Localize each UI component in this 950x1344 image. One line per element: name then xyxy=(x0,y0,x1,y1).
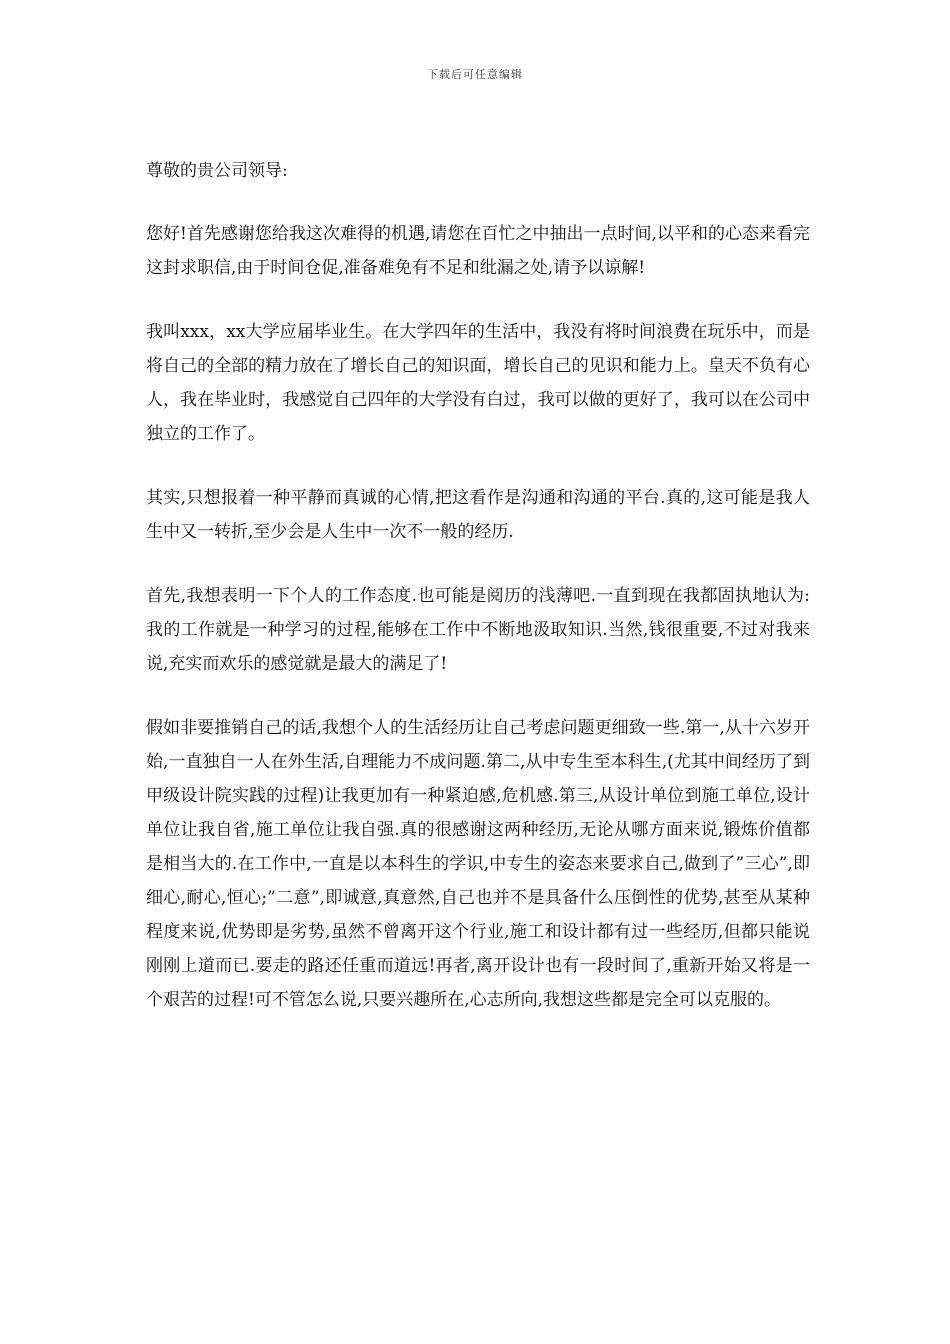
paragraph-experience: 假如非要推销自己的话,我想个人的生活经历让自己考虑问题更细致一些.第一,从十六岁开始,一直独自一人在外生活,自理能力不成问题.第二,从中专生至本科生,(尤其中间经历了到甲级设计院实践的过程)让我更加有一种紧迫感,危机感.第三,从设计单位到施工单位,设计单位让我自省,施工单位让我自强.真的很感谢这两种经历,无论从哪方面来说,锻炼价值都是相当大的.在工作中,一直是以本科生的学识,中专生的姿态来要求自己,做到了”三心”,即细心,耐心,恒心;”二意”,即诚意,真意然,自己也并不是具备什么压倒性的优势,甚至从某种程度来说,优势即是劣势,虽然不曾离开这个行业,施工和设计都有过一些经历,但都只能说刚刚上道而已.要走的路还任重而道远!再者,离开设计也有一段时间了,重新开始又将是一个艰苦的过程!可不管怎么说,只要兴趣所在,心志所向,我想这些都是完全可以克服的。 xyxy=(146,718,810,1010)
paragraph-introduction: 我叫xxx，xx大学应届毕业生。在大学四年的生活中，我没有将时间浪费在玩乐中，而是将自己的全部的精力放在了增长自己的知识面，增长自己的见识和能力上。皇天不负有心人，我在毕业时，我感觉自己四年的大学没有白过，我可以做的更好了，我可以在公司中独立的工作了。 xyxy=(146,322,810,444)
paragraph-attitude-intro: 其实,只想报着一种平静而真诚的心情,把这看作是沟通和沟通的平台.真的,这可能是我人生中又一转折,至少会是人生中一次不一般的经历. xyxy=(146,488,810,542)
header-note: 下载后可任意编辑 xyxy=(427,68,523,81)
paragraph-greeting: 您好!首先感谢您给我这次难得的机遇,请您在百忙之中抽出一点时间,以平和的心态来看完这封求职信,由于时间仓促,准备难免有不足和纰漏之处,请予以谅解! xyxy=(146,224,810,278)
salutation: 尊敬的贵公司领导: xyxy=(146,161,288,181)
paragraph-work-attitude: 首先,我想表明一下个人的工作态度.也可能是阅历的浅薄吧.一直到现在我都固执地认为:我的工作就是一种学习的过程,能够在工作中不断地汲取知识.当然,钱很重要,不过对我来说,充实而欢乐的感觉就是最大的满足了! xyxy=(146,586,810,674)
letter-body xyxy=(146,155,810,1047)
